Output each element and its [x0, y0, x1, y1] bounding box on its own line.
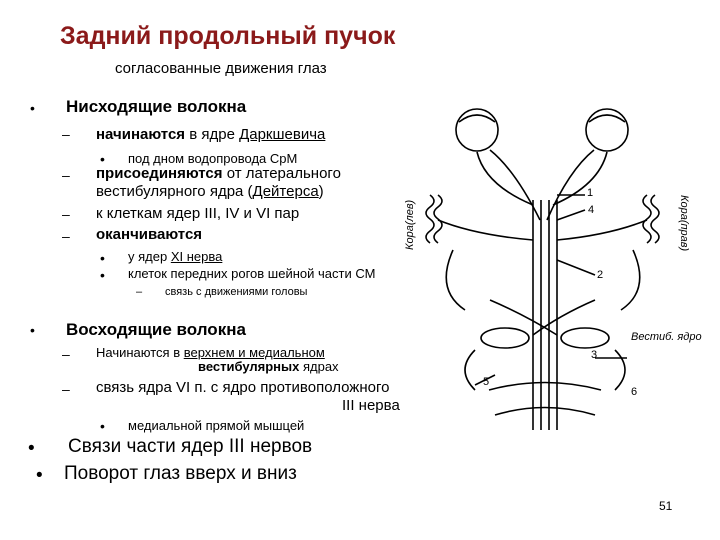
left-cortex-label: Кора(лев)	[404, 199, 416, 250]
dash-marker: –	[62, 126, 70, 142]
ascending-line-1-cont	[198, 359, 339, 374]
descending-line-4: оканчиваются	[96, 226, 203, 243]
text: Начинаются в	[96, 345, 184, 360]
text-bold: начинаются	[96, 126, 186, 143]
neuroanatomy-diagram	[395, 100, 713, 430]
bullet-marker: •	[30, 100, 35, 116]
dash-marker: –	[136, 286, 143, 298]
bullet-marker: •	[28, 438, 35, 459]
dash-marker: –	[62, 381, 70, 397]
page-number: 51	[659, 499, 673, 513]
bullet-marker: •	[100, 250, 105, 266]
number-label: 4	[588, 204, 595, 216]
descending-heading: Нисходящие волокна	[66, 97, 247, 116]
number-label: 6	[631, 386, 638, 398]
page-subtitle: согласованные движения глаз	[115, 60, 327, 77]
descending-line-2-cont	[96, 183, 324, 200]
text: в ядре	[185, 126, 240, 143]
xi-nerve-link[interactable]: XI нерва	[170, 249, 223, 264]
descending-line-3: к клеткам ядер III, IV и VI пар	[96, 205, 300, 222]
ascending-sub-1: медиальной прямой мышцей	[128, 418, 305, 433]
vestibular-label: Вестиб. ядро	[631, 331, 702, 343]
right-cortex-label: Кора(прав)	[678, 195, 690, 252]
number-label: 1	[587, 187, 594, 199]
vestibular-link[interactable]: верхнем и медиальном	[183, 345, 325, 360]
bullet-marker: •	[100, 418, 105, 434]
descending-line-2	[96, 165, 341, 182]
dash-marker: –	[62, 167, 70, 183]
ascending-heading: Восходящие волокна	[66, 320, 246, 339]
descending-sub-3: клеток передних рогов шейной части СМ	[128, 266, 376, 281]
text: вестибулярного ядра (	[96, 183, 253, 200]
text-bold: вестибулярных	[198, 359, 300, 374]
dash-marker: –	[62, 346, 70, 362]
page-title: Задний продольный пучок	[60, 22, 396, 50]
number-label: 5	[483, 376, 490, 388]
text: ядрах	[299, 359, 339, 374]
text: у ядер	[128, 249, 171, 264]
right-cortex-squiggle	[651, 195, 659, 243]
text-bold: присоединяются	[96, 165, 223, 182]
ascending-line-1	[96, 345, 325, 360]
darkshevich-link[interactable]: Даркшевича	[239, 126, 326, 143]
descending-line-1	[96, 126, 325, 143]
deiters-link[interactable]: Дейтерса	[252, 183, 319, 200]
number-label: 2	[597, 269, 604, 281]
text: )	[318, 183, 324, 200]
text: от латерального	[222, 165, 341, 182]
descending-sub-1: под дном водопровода СрМ	[128, 151, 298, 166]
number-label: 3	[591, 349, 598, 361]
left-cortex-squiggle	[426, 195, 434, 243]
bottom-item-1: Связи части ядер III нервов	[68, 436, 313, 457]
bullet-marker: •	[100, 267, 105, 283]
ascending-line-2: связь ядра VI п. с ядро противоположного	[96, 379, 390, 396]
descending-sub-4: связь с движениями головы	[165, 286, 308, 298]
dash-marker: –	[62, 206, 70, 222]
bullet-marker: •	[36, 465, 43, 486]
descending-sub-2	[128, 249, 222, 264]
bullet-marker: •	[100, 151, 105, 167]
bottom-item-2: Поворот глаз вверх и вниз	[64, 463, 297, 484]
dash-marker: –	[62, 228, 70, 244]
ascending-line-2-cont: III нерва	[342, 397, 400, 414]
bullet-marker: •	[30, 322, 35, 338]
